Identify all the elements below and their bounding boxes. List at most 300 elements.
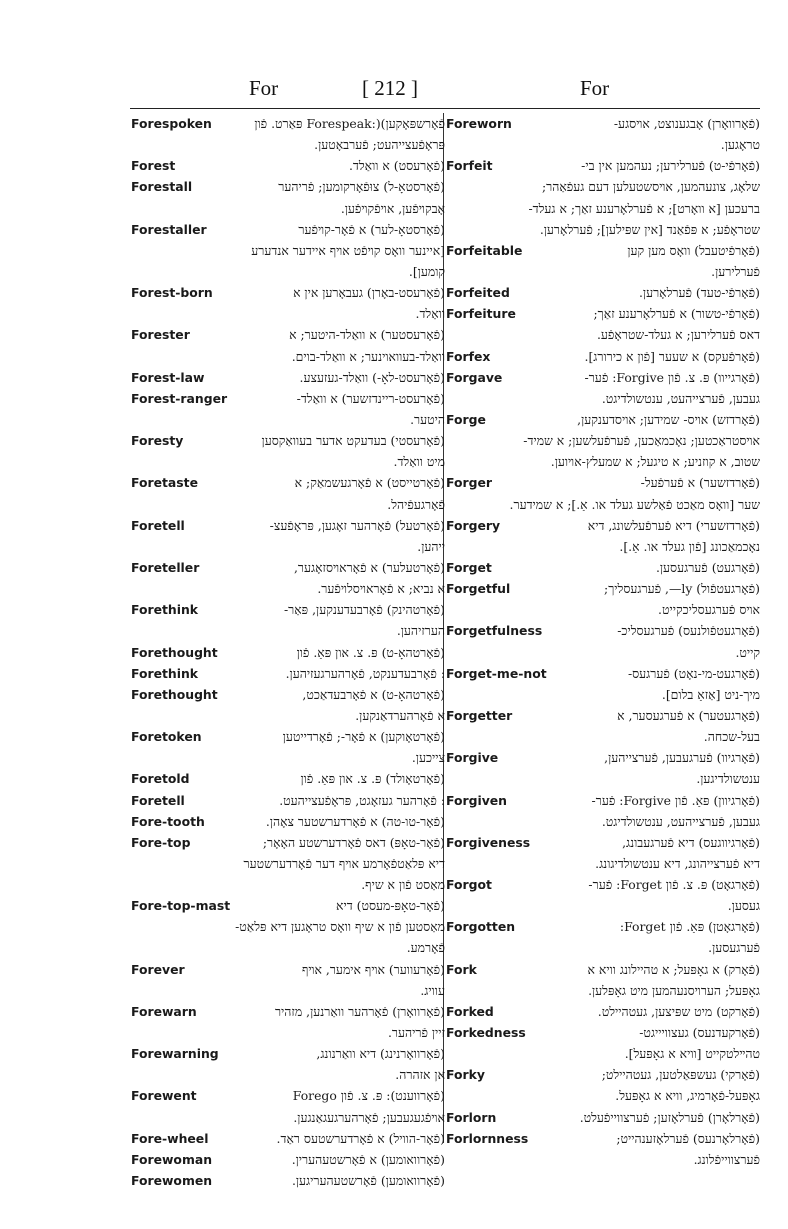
entry-line — [446, 198, 760, 219]
definition-continued: דאס פֿערלירען; א געלד-שטראָפֿע. — [596, 327, 760, 343]
dictionary-entry — [131, 790, 445, 811]
definition-continued: אױסטראַכטען; נאָכמאַכען, פֿערפֿעלשען; א שמיד- — [523, 433, 760, 449]
definition: (פֿאָרגעט-מי-נאָט) פֿערגעס- — [627, 665, 760, 681]
definition-continued: דיא פּלאַטפֿאָרמע אױף דער פֿאָרדערשטער — [243, 855, 445, 871]
entry-line — [131, 324, 445, 345]
entry-line — [446, 895, 760, 916]
definition-continued: [איינער וואָס קױפֿט אױף איידער אנדערע — [251, 242, 445, 258]
entry-line — [446, 536, 760, 557]
definition-continued: טראָגען. — [720, 137, 760, 153]
definition: (פֿאָרפֿי-טשור) א פֿערלאָרענע זאַך; — [593, 306, 760, 322]
definition: (פֿאָרלאָרנעס) פֿערלאָזענהייט; — [616, 1130, 760, 1146]
definition: (פֿאָרטהינק) פֿאָרבעדענקען, פּאַר- — [283, 602, 445, 618]
definition: (פֿאָרגיווגעס) דיא פֿערגעבונג, — [622, 834, 760, 850]
definition-continued: גאָפּעל-פֿאָרמיג, וויא א גאָפּעל. — [615, 1088, 760, 1104]
entry-line — [131, 1128, 445, 1149]
entry-line — [131, 282, 445, 303]
headword: Forewoman — [131, 1149, 214, 1170]
definition: : פֿאָרבעדענקט, פֿאָרהערגעזיהען. — [285, 665, 445, 681]
definition-continued: גאָפּעל; הערױסנעהמען מיט גאָפּלען. — [588, 982, 760, 998]
definition-continued: הערזיהען. — [396, 623, 445, 639]
entry-line — [131, 747, 445, 768]
entry-line — [446, 261, 760, 282]
definition: (פֿאָרוואָרנינג) דיא וואַרנונג, — [316, 1046, 445, 1062]
entry-line — [131, 916, 445, 937]
entry-line — [446, 494, 760, 515]
dictionary-entry — [446, 240, 760, 282]
definition-continued: זיין פֿריהער. — [387, 1025, 445, 1041]
entry-line — [131, 409, 445, 430]
headword: Forest-ranger — [131, 388, 229, 409]
headword: Foreteller — [131, 557, 201, 578]
entry-line — [131, 980, 445, 1001]
dictionary-entry — [131, 430, 445, 472]
dictionary-entry — [446, 1107, 760, 1128]
headword: Forethought — [131, 642, 220, 663]
definition: (פֿאָרסטאָ-ל) צוּפֿאָרקומען; פֿריהער — [278, 179, 445, 195]
dictionary-entry — [131, 895, 445, 958]
entry-line — [446, 1085, 760, 1106]
headword: Forgiveness — [446, 832, 532, 853]
entry-line — [446, 346, 760, 367]
definition: (פֿאָר-הוויל) א פֿאָרדערשטעס ראַד. — [276, 1130, 445, 1146]
entry-line — [446, 663, 760, 684]
entry-line — [131, 937, 445, 958]
definition-continued: שטראָפֿע; א פּפֿאַנד [אין שפּילען]; פֿערלאָרען. — [539, 221, 760, 237]
entry-line — [446, 324, 760, 345]
definition-continued: א נביא; א פֿאָראױסלױפֿער. — [317, 581, 445, 597]
definition: (פֿאָרק) א גאָפּעל; א טהיילונג וויא א — [587, 961, 760, 977]
definition-continued: מאַסט פֿון א שיף. — [361, 877, 445, 893]
dictionary-entry — [446, 1064, 760, 1106]
entry-line — [131, 705, 445, 726]
entry-line — [131, 959, 445, 980]
entry-line — [446, 1107, 760, 1128]
definition: (פֿאָרוואומען) א פֿאָרשטעהערין. — [291, 1151, 445, 1167]
definition: (פֿאָרטעלער) א פֿאָראױסזאָגער, — [293, 559, 445, 575]
entry-line — [131, 451, 445, 472]
headword: Forgiven — [446, 790, 509, 811]
entry-line — [446, 515, 760, 536]
definition-continued: געסען. — [727, 898, 760, 914]
entry-line — [131, 240, 445, 261]
dictionary-entry — [446, 747, 760, 789]
definition-continued: קומען]. — [408, 263, 445, 279]
headword: Forfeit — [446, 155, 495, 176]
headword: Forfex — [446, 346, 492, 367]
entry-line — [131, 367, 445, 388]
headword: Forgot — [446, 874, 494, 895]
definition: פֿאָרשפּאָקען)(:Forespeak פּאַרט. פֿון — [254, 116, 445, 131]
definition: (פֿאָרעסט-ריינדזשער) א וואַלד- — [296, 390, 445, 406]
definition-continued: שער [וואָס מאַכט פֿאַלשע געלד או. אַ.]; א שמידער. — [509, 496, 760, 512]
entry-line — [131, 515, 445, 536]
definition: (פֿאָרטהאָ-ט) פּ. צ. און פּאַ. פֿון — [296, 644, 445, 660]
headword: Forgave — [446, 367, 504, 388]
dictionary-entry — [446, 790, 760, 832]
headword: Forlornness — [446, 1128, 530, 1149]
dictionary-entry — [446, 874, 760, 916]
definition: (פֿאָרפֿעקס) א שעער [פֿון א כירורג]. — [584, 348, 760, 364]
entry-line — [446, 832, 760, 853]
entry-line — [446, 1149, 760, 1170]
entry-line — [446, 134, 760, 155]
definition-continued: פֿאָרגעפֿיהל. — [387, 496, 445, 512]
headword: Foretell — [131, 515, 187, 536]
right-column — [446, 113, 760, 1170]
definition: (פֿאָרפֿי-ט) פֿערלירען; נעהמען אין בי- — [581, 158, 760, 174]
headword: Forgery — [446, 515, 502, 536]
headword: Forester — [131, 324, 192, 345]
dictionary-entry — [446, 663, 760, 705]
entry-line — [446, 1022, 760, 1043]
entry-line — [446, 959, 760, 980]
entry-line — [446, 409, 760, 430]
entry-line — [131, 726, 445, 747]
headword: Forgetful — [446, 578, 512, 599]
definition-continued: ייהען. — [417, 538, 445, 554]
dictionary-entry — [131, 663, 445, 684]
headword: Forest-born — [131, 282, 215, 303]
definition: (פֿאָרעסט) א וואַלד. — [348, 158, 445, 174]
entry-line — [446, 980, 760, 1001]
entry-line — [446, 705, 760, 726]
dictionary-entry — [131, 324, 445, 366]
headword: Forewent — [131, 1085, 199, 1106]
definition: (פֿאָרוואומען) פֿאָרשטעהעריגען. — [291, 1173, 445, 1189]
definition-continued: פֿערגעסען. — [708, 940, 760, 956]
definition: (פֿאָר-טו-טה) א פֿאָרדערשטער צאָהן. — [265, 813, 445, 829]
headword: Forgetter — [446, 705, 514, 726]
headword: Fork — [446, 959, 479, 980]
headword: Forget — [446, 557, 494, 578]
definition-continued: געבען, פֿערצייהעט, ענטשולדיגט. — [601, 390, 760, 406]
definition-continued: צייכען. — [411, 750, 445, 766]
dictionary-entry — [131, 176, 445, 218]
entry-line — [446, 578, 760, 599]
entry-line — [131, 176, 445, 197]
entry-line — [446, 790, 760, 811]
definition-continued: דיא פֿערצייהונג, דיא ענטשולדיגונג. — [595, 855, 760, 871]
entry-line — [446, 388, 760, 409]
entry-line — [131, 1107, 445, 1128]
definition: (פֿאָרטאָוקען) א פֿאָר-; פֿאָרדייטען — [282, 729, 445, 745]
dictionary-entry — [446, 557, 760, 578]
definition: (פֿאָרטייסט) א פֿאָרגעשמאַק; א — [294, 475, 445, 491]
entry-line — [446, 240, 760, 261]
headword: Forger — [446, 472, 494, 493]
headword: Foretell — [131, 790, 187, 811]
headword: Forest-law — [131, 367, 206, 388]
entry-line — [131, 303, 445, 324]
definition: (פֿאָרגייוו) פּ. צ. פֿון Forgive: פֿער- — [584, 369, 760, 385]
definition-continued: מיט וואַלד. — [393, 454, 445, 470]
entry-line — [446, 176, 760, 197]
dictionary-entry — [131, 768, 445, 789]
entry-line — [131, 874, 445, 895]
headword: Foreworn — [446, 113, 514, 134]
definition-continued: א פֿאָרהערדאַנקען. — [355, 707, 445, 723]
entry-line — [131, 155, 445, 176]
headword: Forespoken — [131, 113, 214, 134]
entry-line — [446, 472, 760, 493]
dictionary-entry — [131, 1149, 445, 1170]
entry-line — [131, 1170, 445, 1191]
definition-continued: וואַלד. — [415, 306, 445, 322]
dictionary-entry — [446, 959, 760, 1001]
entry-line — [446, 620, 760, 641]
entry-line — [446, 726, 760, 747]
definition: (פֿאָרוואָרן) אָבגענוצט, אױסגע- — [613, 116, 760, 131]
headword: Fore-wheel — [131, 1128, 210, 1149]
headword: Forestall — [131, 176, 194, 197]
definition: (פֿאָרטאָולד) פּ. צ. און פּאַ. פֿון — [300, 771, 445, 787]
entry-line — [131, 790, 445, 811]
definition: (פֿאָרעווער) אױף אימער, אױף — [301, 961, 445, 977]
definition-continued: שלאָג, צונעהמען, אױסשטעלען דעם געפֿאַהר; — [541, 179, 760, 195]
definition: (פֿאָרסטאָ-לער) א פֿאָר-קױפֿער — [298, 221, 445, 237]
entry-line — [131, 430, 445, 451]
headword: Forfeited — [446, 282, 512, 303]
entry-line — [131, 578, 445, 599]
headword: Forgetfulness — [446, 620, 544, 641]
entry-line — [131, 684, 445, 705]
entry-line — [446, 747, 760, 768]
entry-line — [131, 557, 445, 578]
dictionary-entry — [131, 282, 445, 324]
definition: (פֿאָרעסטער) א וואַלד-היטער; א — [289, 327, 445, 343]
running-head-right: For — [580, 76, 610, 100]
definition-continued: היטער. — [410, 411, 445, 427]
definition: (פֿאָרגאָט) פּ. צ. פֿון Forget: פֿער- — [588, 877, 760, 893]
dictionary-entry — [131, 1001, 445, 1043]
dictionary-entry — [446, 916, 760, 958]
entry-line — [131, 895, 445, 916]
headword: Fore-top — [131, 832, 192, 853]
entry-line — [446, 916, 760, 937]
definition-continued: שטוב, א קוזניע; א טיגעל; א שמעלץ-אױוען. — [550, 454, 760, 470]
headword: Foretaste — [131, 472, 200, 493]
entry-line — [131, 642, 445, 663]
entry-line — [446, 113, 760, 134]
dictionary-entry — [446, 346, 760, 367]
definition-continued: ברעכען [א וואָרט]; א פֿערלאָרענע זאַך; א געלד- — [528, 200, 760, 216]
definition: (פֿאָרקי) געשפּאַלטען, געטהיילט; — [601, 1067, 760, 1083]
definition: (פֿאָרטהאָ-ט) א פֿאָרבעדאַכט, — [302, 686, 445, 702]
definition-continued: נאָכמאַכונג [פֿון געלד או. אַ.]. — [619, 538, 760, 554]
definition: (פֿאָרקעדנעס) געצוויייגט- — [639, 1025, 760, 1041]
entry-line — [131, 1043, 445, 1064]
dictionary-entry — [131, 684, 445, 726]
dictionary-entry — [446, 578, 760, 620]
dictionary-entry — [131, 472, 445, 514]
headword: Fore-top-mast — [131, 895, 232, 916]
definition: (פֿאָרגיוון) פּאַ. פֿון Forgive: פֿער- — [591, 792, 760, 808]
definition: (פֿאָרגעט) פֿערגעסען. — [655, 559, 760, 575]
definition-continued: פֿערלירען. — [711, 263, 760, 279]
entry-line — [131, 1085, 445, 1106]
dictionary-entry — [131, 1128, 445, 1149]
entry-line — [131, 134, 445, 155]
headword: Forest — [131, 155, 177, 176]
headword: Forge — [446, 409, 488, 430]
entry-line — [131, 1022, 445, 1043]
definition: (פֿאָרגעטער) א פֿערגעסער, א — [617, 707, 760, 723]
entry-line — [131, 832, 445, 853]
entry-line — [131, 472, 445, 493]
entry-line — [446, 853, 760, 874]
definition: (פֿאָרגיוו) פֿערגעבען, פֿערצייהען, — [604, 750, 760, 766]
entry-line — [446, 451, 760, 472]
headword: Forked — [446, 1001, 496, 1022]
entry-line — [131, 388, 445, 409]
entry-line — [131, 1064, 445, 1085]
definition: (פֿאָרגעטפֿול) ly—, פֿערגעסליך; — [604, 581, 760, 597]
header-rule — [130, 108, 760, 109]
headword: Forfeiture — [446, 303, 518, 324]
dictionary-entry — [131, 959, 445, 1001]
dictionary-entry — [446, 155, 760, 240]
dictionary-entry — [446, 832, 760, 874]
dictionary-entry — [446, 620, 760, 662]
entry-line — [446, 303, 760, 324]
definition-continued: ענטשולדיגען. — [696, 771, 760, 787]
headword: Forethought — [131, 684, 220, 705]
running-head-left: For — [249, 76, 279, 100]
definition-continued: קייט. — [735, 644, 760, 660]
entry-line — [446, 599, 760, 620]
dictionary-entry — [446, 367, 760, 409]
dictionary-entry — [446, 1001, 760, 1022]
dictionary-entry — [131, 599, 445, 641]
definition: (פֿאָר-טאָפּ) דאס פֿאָרדערשטע האָאָר; — [262, 834, 445, 850]
definition-continued: פּראָפֿעצייהעט; פֿערבאָטען. — [314, 137, 445, 153]
entry-line — [446, 155, 760, 176]
definition-continued: מיך-ניט [אַזאַ בלום]. — [661, 686, 760, 702]
headword: Forewarn — [131, 1001, 199, 1022]
dictionary-entry — [131, 642, 445, 663]
left-column — [131, 113, 445, 1191]
definition-continued: וואַלד-בעוואוינער; א וואַלד-בוים. — [291, 348, 445, 364]
headword: Forget-me-not — [446, 663, 549, 684]
entry-line — [131, 768, 445, 789]
dictionary-entry — [131, 1170, 445, 1191]
dictionary-entry — [131, 219, 445, 282]
dictionary-entry — [131, 155, 445, 176]
definition-continued: אױפֿגעגעבען; פֿאָרהערגעגאַנגען. — [293, 1109, 445, 1125]
entry-line — [131, 620, 445, 641]
entry-line — [446, 1064, 760, 1085]
entry-line — [131, 536, 445, 557]
entry-line — [446, 937, 760, 958]
definition: (פֿאָרווענט): פּ. צ. פֿון Forego — [292, 1088, 445, 1104]
definition: (פֿאָרגעטפֿולנעס) פֿערגעסליכ- — [617, 623, 760, 639]
dictionary-entry — [446, 282, 760, 303]
entry-line — [446, 367, 760, 388]
dictionary-entry — [446, 472, 760, 514]
headword: Foresty — [131, 430, 185, 451]
dictionary-entry — [446, 113, 760, 155]
entry-line — [131, 261, 445, 282]
headword: Forgive — [446, 747, 500, 768]
definition-continued: בעל-שכחה. — [703, 729, 760, 745]
entry-line — [131, 219, 445, 240]
dictionary-entry — [131, 811, 445, 832]
definition: (פֿאָרעסט-לאָ-) וואַלד-געזעצע. — [299, 369, 445, 385]
entry-line — [131, 663, 445, 684]
entry-line — [446, 1128, 760, 1149]
entry-line — [446, 1043, 760, 1064]
entry-line — [446, 684, 760, 705]
headword: Forewomen — [131, 1170, 214, 1191]
dictionary-entry — [131, 515, 445, 557]
definition: (פֿאָרדזשער) א פֿערפֿעל- — [640, 475, 760, 491]
entry-line — [131, 346, 445, 367]
dictionary-entry — [446, 303, 760, 345]
definition-continued: אן אזהרה. — [395, 1067, 445, 1083]
dictionary-entry — [131, 388, 445, 430]
entry-line — [131, 1001, 445, 1022]
entry-line — [131, 113, 445, 134]
definition-continued: מאַסטען פֿון א שיף וואָס טראָגען דיא פּלאַט- — [235, 919, 445, 935]
headword: Foretold — [131, 768, 192, 789]
entry-line — [131, 198, 445, 219]
dictionary-entry — [446, 515, 760, 557]
dictionary-entry — [446, 705, 760, 747]
definition: (פֿאָרקט) מיט שפּיצען, געטהיילט. — [597, 1003, 760, 1019]
definition: (פֿאָרדזשערי) דיא פֿערפֿעלשונג, דיא — [587, 517, 760, 533]
definition: : פֿאָרהער געזאָגט, פּראָפֿעצייהעט. — [279, 792, 445, 808]
headword: Forfeitable — [446, 240, 524, 261]
entry-line — [446, 768, 760, 789]
page-number: [ 212 ] — [362, 76, 418, 100]
headword: Forethink — [131, 599, 200, 620]
entry-line — [446, 874, 760, 895]
entry-line — [131, 1149, 445, 1170]
entry-line — [131, 599, 445, 620]
dictionary-entry — [131, 726, 445, 768]
definition: (פֿאָרדזש) אױס- שמידען; אויסדענקען, — [577, 411, 760, 427]
dictionary-entry — [446, 1022, 760, 1064]
definition-continued: אָבקױפֿען, אױפֿקױפֿען. — [340, 200, 445, 216]
headword: Forever — [131, 959, 187, 980]
entry-line — [446, 642, 760, 663]
dictionary-entry — [446, 1128, 760, 1170]
entry-line — [446, 557, 760, 578]
headword: Foretoken — [131, 726, 204, 747]
headword: Forkedness — [446, 1022, 528, 1043]
headword: Forewarning — [131, 1043, 221, 1064]
entry-line — [446, 811, 760, 832]
definition: (פֿאָרפֿיטעבל) וואָס מען קען — [627, 242, 760, 258]
entry-line — [131, 811, 445, 832]
definition-continued: פֿאָרמע. — [406, 940, 445, 956]
entry-line — [131, 853, 445, 874]
dictionary-entry — [131, 113, 445, 155]
definition-continued: עוויג. — [420, 982, 445, 998]
definition: (פֿאָרגאָטן) פּאַ. פֿון Forget: — [619, 919, 760, 935]
headword: Forky — [446, 1064, 487, 1085]
dictionary-entry — [131, 557, 445, 599]
definition: (פֿאָר-טאָפּ-מעסט) דיא — [336, 898, 445, 914]
dictionary-entry — [131, 832, 445, 895]
headword: Forethink — [131, 663, 200, 684]
dictionary-entry — [131, 367, 445, 388]
definition: (פֿאָרפֿי-טעד) פֿערלאָרען. — [638, 285, 760, 301]
headword: Forlorn — [446, 1107, 498, 1128]
definition: (פֿאָרוואָרן) פֿאָרהער וואַרנען, מזהיר — [274, 1003, 445, 1019]
headword: Fore-tooth — [131, 811, 207, 832]
